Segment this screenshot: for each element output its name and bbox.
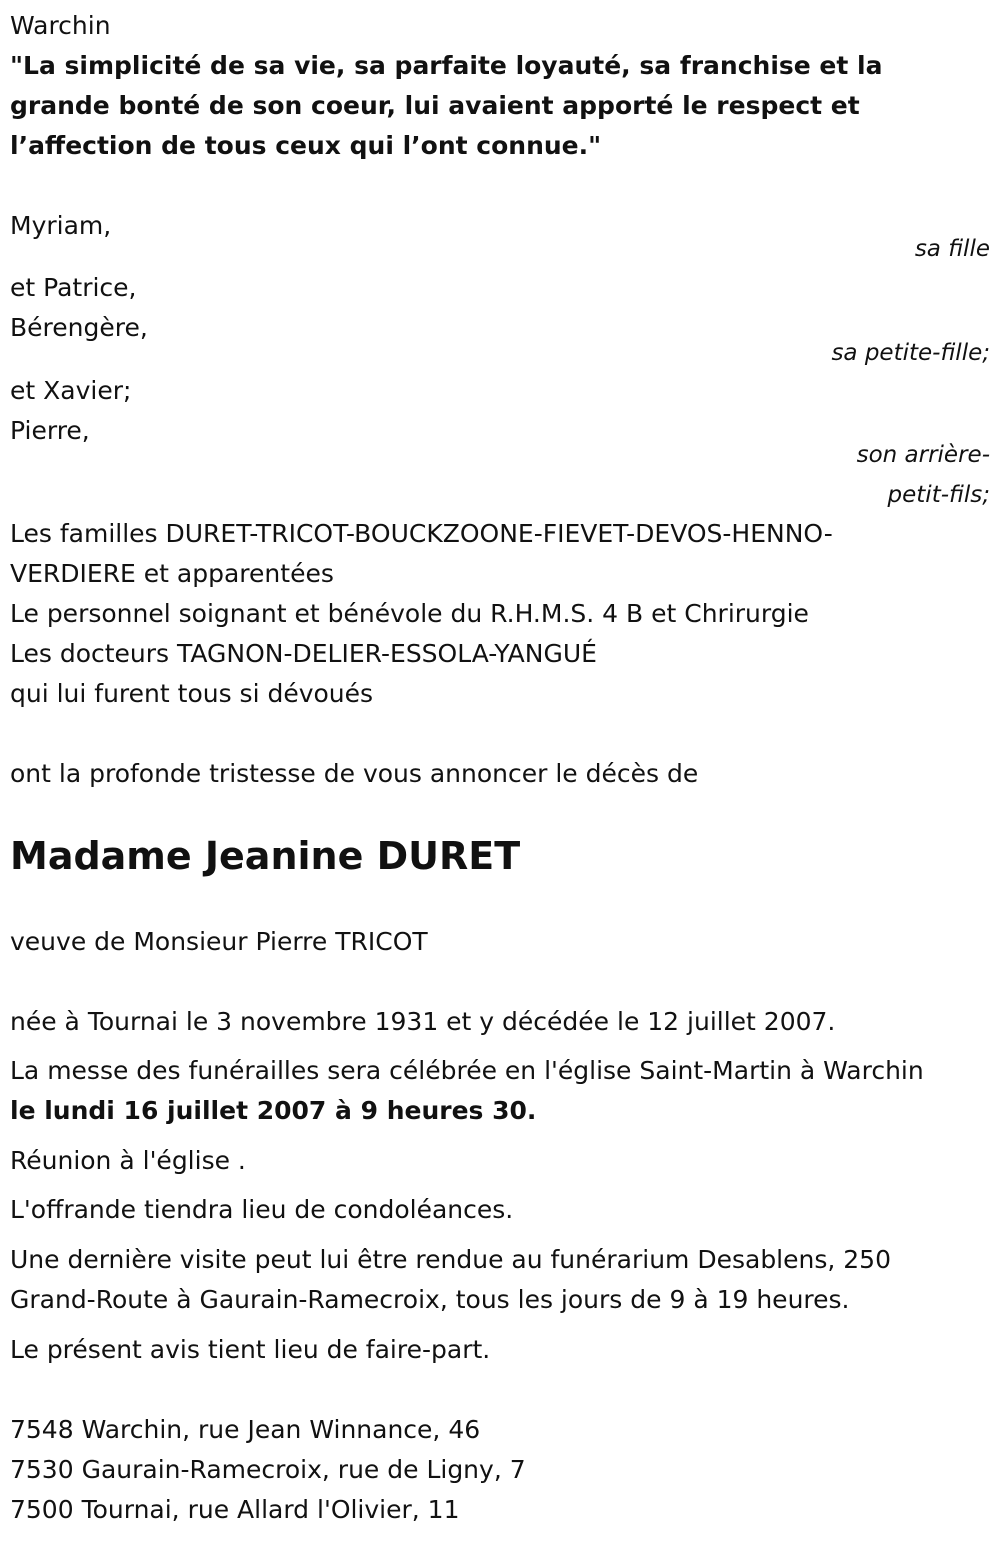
role-fille: sa fille: [914, 236, 990, 262]
address-tournai: 7500 Tournai, rue Allard l'Olivier, 11: [10, 1495, 460, 1524]
familles-line-2: VERDIERE et apparentées: [10, 559, 334, 588]
place-heading: Warchin: [10, 11, 111, 40]
familles-line-1: Les familles DURET-TRICOT-BOUCKZOONE-FIEVET-DEVOS-HENNO-: [10, 519, 833, 548]
reunion-text: Réunion à l'église .: [10, 1146, 246, 1175]
mass-text: La messe des funérailles sera célébrée en l'église Saint-Martin à Warchin: [10, 1056, 924, 1085]
family-pierre: Pierre,: [10, 416, 90, 445]
visite-line-2: Grand-Route à Gaurain-Ramecroix, tous les jours de 9 à 19 heures.: [10, 1285, 850, 1314]
family-patrice: et Patrice,: [10, 273, 137, 302]
personnel-line: Le personnel soignant et bénévole du R.H.M.S. 4 B et Chrirurgie: [10, 599, 809, 628]
family-berengere: Bérengère,: [10, 313, 148, 342]
mass-date: le lundi 16 juillet 2007 à 9 heures 30.: [10, 1096, 537, 1125]
family-xavier: et Xavier;: [10, 376, 132, 405]
address-gaurain: 7530 Gaurain-Ramecroix, rue de Ligny, 7: [10, 1455, 526, 1484]
faire-part-text: Le présent avis tient lieu de faire-part.: [10, 1335, 491, 1364]
role-arriere-2: petit-fils;: [887, 482, 990, 508]
birth-death: née à Tournai le 3 novembre 1931 et y décédée le 12 juillet 2007.: [10, 1007, 836, 1036]
announcement-text: ont la profonde tristesse de vous annoncer le décès de: [10, 759, 699, 788]
widow-of: veuve de Monsieur Pierre TRICOT: [10, 927, 428, 956]
role-petite-fille: sa petite-fille;: [831, 340, 990, 366]
docteurs-line: Les docteurs TAGNON-DELIER-ESSOLA-YANGUÉ: [10, 639, 597, 668]
role-arriere-1: son arrière-: [856, 442, 990, 468]
devoues-line: qui lui furent tous si dévoués: [10, 679, 374, 708]
deceased-name: Madame Jeanine DURET: [10, 834, 521, 878]
address-warchin: 7548 Warchin, rue Jean Winnance, 46: [10, 1415, 481, 1444]
offrande-text: L'offrande tiendra lieu de condoléances.: [10, 1195, 514, 1224]
visite-line-1: Une dernière visite peut lui être rendue au funérarium Desablens, 250: [10, 1245, 891, 1274]
quote-text: "La simplicité de sa vie, sa parfaite loyauté, sa franchise et la grande bonté de son coeur, lui avaient apporté le respect et l’affection de tous ceux qui l’ont connue.": [10, 51, 883, 160]
family-myriam: Myriam,: [10, 211, 112, 240]
